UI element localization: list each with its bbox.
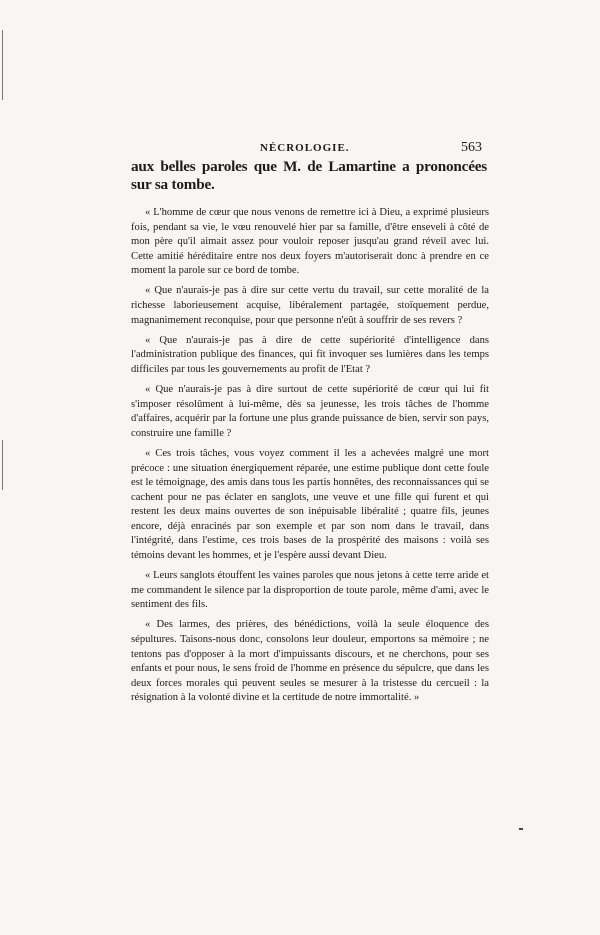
margin-mark-left-lower — [2, 440, 3, 490]
body-text — [131, 206, 489, 712]
paragraph-7: « Des larmes, des prières, des bénédictions, voilà la seule éloquence des sépultures. Taisons-nous donc, consolons leur douleur, emportons sa mémoire ; ne tentons pas d'opposer à la mort d'impuissants discours, et ne cherchons, pour ses enfants et pour nous, le sens froid de l'homme en présence du sépulcre, que dans les deux forces morales qui peuvent seules se mesurer à la tristesse du cercueil : la résignation à la volonté divine et la certitude de notre immortalité. » — [131, 619, 489, 704]
paragraph-2: « Que n'aurais-je pas à dire sur cette vertu du travail, sur cette moralité de la richesse laborieusement acquise, libéralement partagée, stoïquement perdue, magnanimement reconquise, pour que personne n'eût à souffrir de ses revers ? — [131, 285, 489, 326]
paragraph-1: « L'homme de cœur que nous venons de remettre ici à Dieu, a exprimé plusieurs fois, pendant sa vie, le vœu renouvelé hier par sa famille, d'être enseveli à côté de mon père qu'il aimait assez pour vouloir reposer jusqu'au grand réveil avec lui. Cette amitié héréditaire entre nos deux foyers m'autoriserait donc à prendre en ce moment la parole sur ce bord de tombe. — [131, 207, 489, 277]
margin-mark-right-dot — [519, 828, 523, 830]
paragraph-4: « Que n'aurais-je pas à dire surtout de cette supériorité de cœur qui lui fit s'imposer résolûment à lui-même, dès sa jeunesse, les trois tâches de l'homme d'affaires, acquérir par la fortune une plus grande puissance de bien, servir son pays, construire une famille ? — [131, 384, 489, 439]
page-number: 563 — [461, 140, 482, 155]
lead-text: aux belles paroles que M. de Lamartine a prononcées sur sa tombe. — [131, 158, 487, 193]
paragraph-6: « Leurs sanglots étouffent les vaines paroles que nous jetons à cette terre aride et me commandent le silence par la disproportion de toute parole, même d'ami, avec le sentiment des fils. — [131, 570, 489, 611]
margin-mark-left — [2, 30, 3, 100]
running-title: NÉCROLOGIE. — [260, 142, 350, 154]
paragraph-3: « Que n'aurais-je pas à dire de cette supériorité d'intelligence dans l'administration publique des finances, qui fit invoquer ses lumières dans les temps difficiles par tous les gouvernements au profit de l'Etat ? — [131, 334, 489, 375]
paragraph-5: « Ces trois tâches, vous voyez comment il les a achevées malgré une mort précoce : une situation énergiquement réparée, une estime publique dont cette foule est le témoignage, des amis dans tous les partis honnêtes, des reconnaissances qui se cachent pour ne pas éclater en sanglots, une veuve et une fille qui furent et qui restent les deux mains ouvertes de son inépuisable libéralité ; quatre fils, jeunes encore, déjà enracinés par son exemple et par son nom dans le travail, dans l'intégrité, dans l'estime, ces trois bases de la prospérité des maisons : voilà ses témoins devant les hommes, et je l'espère aussi devant Dieu. — [131, 447, 489, 562]
